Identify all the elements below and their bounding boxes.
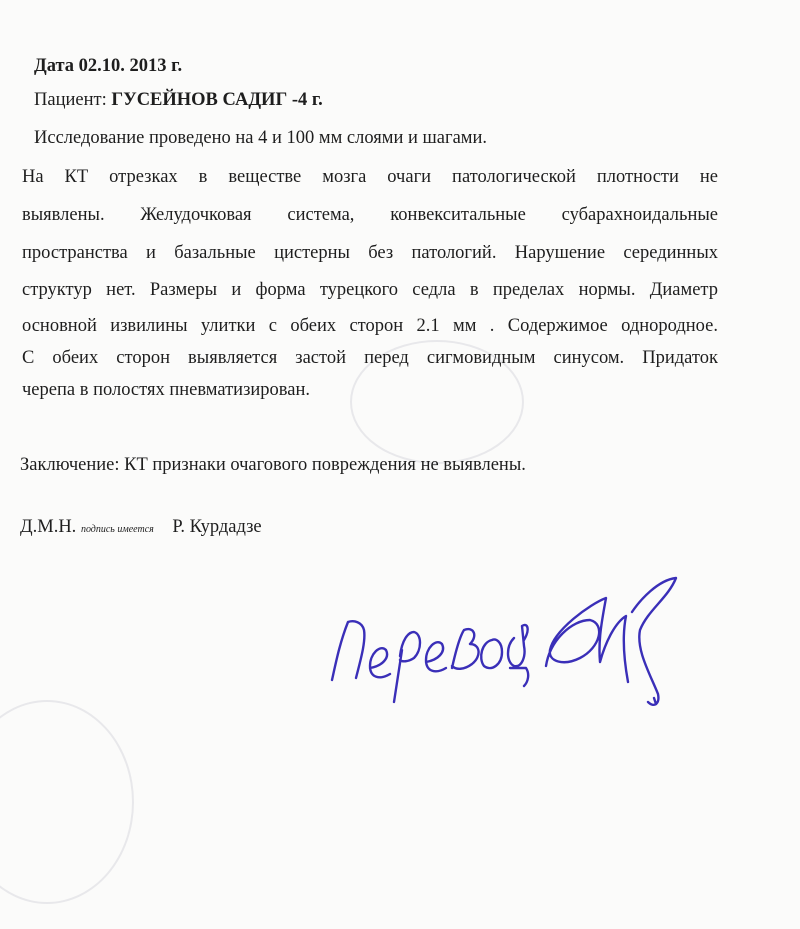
handwritten-translation-signature bbox=[310, 570, 690, 720]
findings-line-2: выявлены. Желудочковая система, конвекситальные субарахноидальные bbox=[22, 205, 718, 225]
signature-note: подпись имеется bbox=[80, 524, 154, 535]
findings-line-7: черепа в полостях пневматизирован. bbox=[22, 380, 311, 400]
conclusion-line: Заключение: КТ признаки очагового повреждения не выявлены. bbox=[20, 455, 526, 475]
patient-line bbox=[34, 90, 323, 111]
findings-line-1: На КТ отрезках в веществе мозга очаги патологической плотности не bbox=[22, 167, 718, 187]
patient-label: Пациент: bbox=[34, 90, 107, 110]
date-line: Дата 02.10. 2013 г. bbox=[34, 56, 183, 76]
findings-line-6: С обеих сторон выявляется застой перед сигмовидным синусом. Придаток bbox=[22, 348, 718, 368]
study-line: Исследование проведено на 4 и 100 мм слоями и шагами. bbox=[34, 128, 488, 148]
findings-line-5: основной извилины улитки с обеих сторон 2.1 мм . Содержимое однородное. bbox=[22, 316, 718, 336]
doctor-title: Д.М.Н. bbox=[20, 517, 77, 537]
faint-stamp-lower bbox=[0, 700, 134, 904]
patient-name: ГУСЕЙНОВ САДИГ -4 г. bbox=[111, 90, 323, 110]
signature-line bbox=[20, 517, 262, 538]
findings-line-3: пространства и базальные цистерны без патологий. Нарушение серединных bbox=[22, 243, 718, 263]
findings-line-4: структур нет. Размеры и форма турецкого седла в пределах нормы. Диаметр bbox=[22, 280, 718, 300]
doctor-name: Р. Курдадзе bbox=[172, 517, 262, 537]
